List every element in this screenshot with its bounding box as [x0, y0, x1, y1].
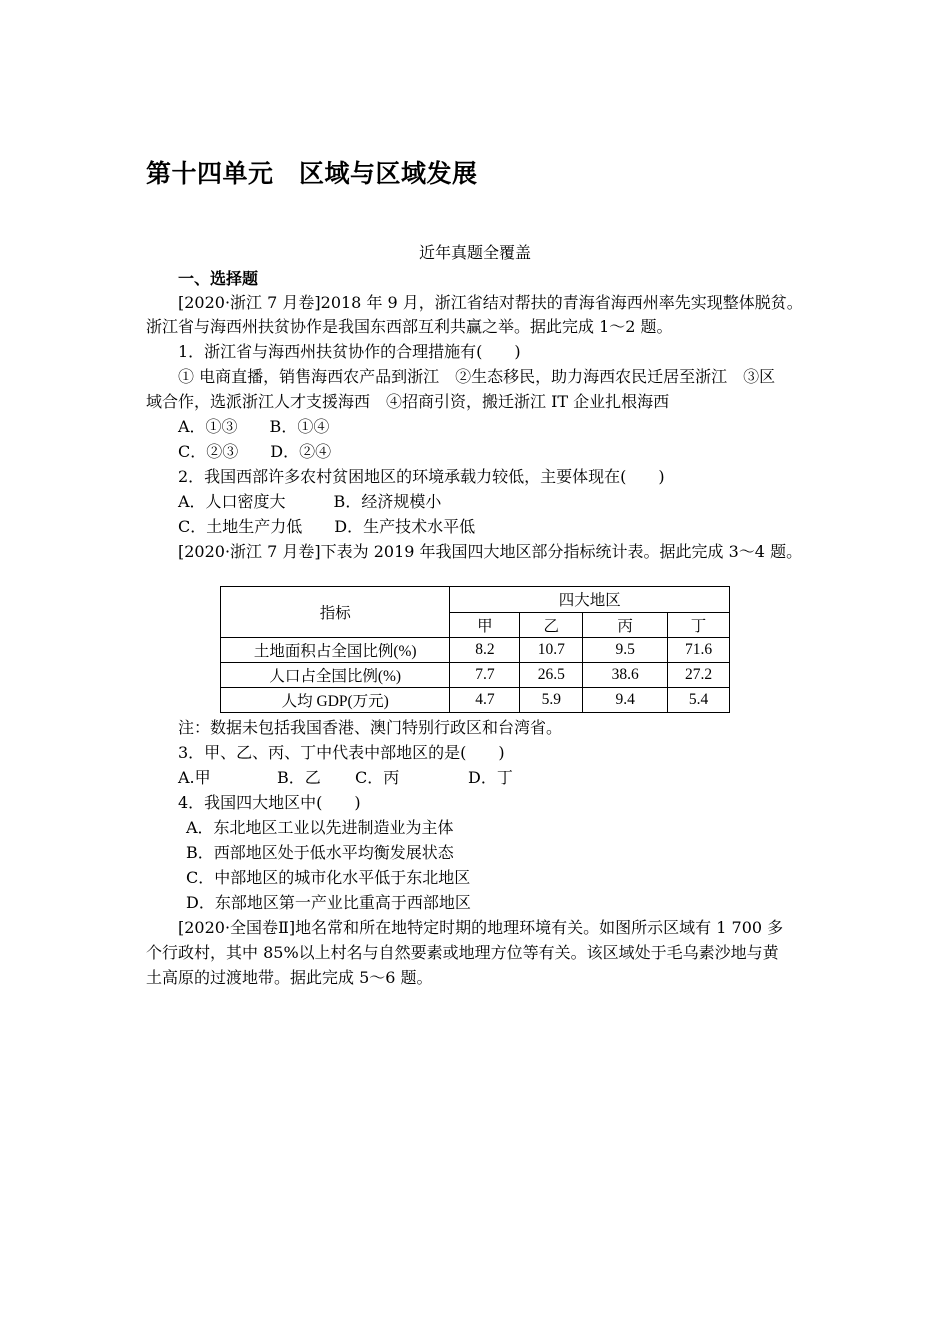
section-subtitle: 近年真题全覆盖: [418, 243, 531, 262]
table-row-label: 人口占全国比例(%): [221, 663, 450, 688]
statistics-table: [220, 586, 730, 713]
question-1-items-line-2: 域合作，选派浙江人才支援海西 ④招商引资，搬迁浙江 IT 企业扎根海西: [146, 392, 670, 411]
section-heading: 一、选择题: [178, 269, 259, 288]
question-2-stem: 2．我国西部许多农村贫困地区的环境承载力较低，主要体现在( ): [178, 467, 665, 486]
question-1-items-line-1: ① 电商直播，销售海西农产品到浙江 ②生态移民，助力海西农民迁居至浙江 ③区: [178, 367, 776, 386]
table-cell: 71.6: [668, 638, 730, 663]
table-row: [221, 688, 730, 713]
table-cell: 10.7: [520, 638, 583, 663]
table-cell: 5.9: [520, 688, 583, 713]
question-3-option-a: A.甲: [178, 768, 211, 787]
table-cell: 8.2: [450, 638, 520, 663]
table-row: [221, 663, 730, 688]
table-cell: 26.5: [520, 663, 583, 688]
question-2-options-line-1: A．人口密度大 B．经济规模小: [178, 492, 442, 511]
question-4-option-a: A．东北地区工业以先进制造业为主体: [186, 818, 454, 837]
question-4-stem: 4．我国四大地区中( ): [178, 793, 361, 812]
table-row: [221, 638, 730, 663]
question-3-option-c: C．丙: [355, 768, 400, 787]
table-header-row: [221, 587, 730, 613]
table-row-label: 人均 GDP(万元): [221, 688, 450, 713]
table-region-header: 丙: [583, 612, 668, 638]
question-1-options-line-1: A．①③ B．①④: [178, 417, 330, 436]
question-2-options-line-2: C．土地生产力低 D．生产技术水平低: [178, 517, 476, 536]
question-3-option-d: D．丁: [468, 768, 513, 787]
intro-3-line-2: 个行政村，其中 85%以上村名与自然要素或地理方位等有关。该区域处于毛乌素沙地与黄: [146, 943, 779, 962]
table-region-header: 甲: [450, 612, 520, 638]
question-4-option-b: B．西部地区处于低水平均衡发展状态: [186, 843, 454, 862]
intro-2: [2020·浙江 7 月卷]下表为 2019 年我国四大地区部分指标统计表。据此完成 3～4 题。: [178, 542, 803, 561]
table-header-group: 四大地区: [450, 587, 730, 613]
table-region-header: 乙: [520, 612, 583, 638]
table-region-header: 丁: [668, 612, 730, 638]
intro-1-line-1: [2020·浙江 7 月卷]2018 年 9 月，浙江省结对帮扶的青海省海西州率先实现整体脱贫。: [178, 293, 803, 312]
table-cell: 27.2: [668, 663, 730, 688]
intro-3-line-3: 土高原的过渡地带。据此完成 5～6 题。: [146, 968, 433, 987]
question-4-option-d: D．东部地区第一产业比重高于西部地区: [186, 893, 471, 912]
table-note: 注：数据未包括我国香港、澳门特别行政区和台湾省。: [178, 718, 563, 737]
unit-title: 第十四单元 区域与区域发展: [146, 159, 478, 188]
question-1-stem: 1．浙江省与海西州扶贫协作的合理措施有( ): [178, 342, 521, 361]
table-cell: 9.4: [583, 688, 668, 713]
table-cell: 9.5: [583, 638, 668, 663]
table-cell: 4.7: [450, 688, 520, 713]
question-4-option-c: C．中部地区的城市化水平低于东北地区: [186, 868, 471, 887]
table-row-label: 土地面积占全国比例(%): [221, 638, 450, 663]
intro-3-line-1: [2020·全国卷Ⅱ]地名常和所在地特定时期的地理环境有关。如图所示区域有 1 700 多: [178, 918, 784, 937]
question-3-stem: 3．甲、乙、丙、丁中代表中部地区的是( ): [178, 743, 505, 762]
table-cell: 7.7: [450, 663, 520, 688]
table-cell: 38.6: [583, 663, 668, 688]
table-cell: 5.4: [668, 688, 730, 713]
intro-1-line-2: 浙江省与海西州扶贫协作是我国东西部互利共赢之举。据此完成 1～2 题。: [146, 317, 673, 336]
table-header-indicator: 指标: [221, 587, 450, 638]
question-1-options-line-2: C．②③ D．②④: [178, 442, 332, 461]
question-3-option-b: B．乙: [277, 768, 321, 787]
